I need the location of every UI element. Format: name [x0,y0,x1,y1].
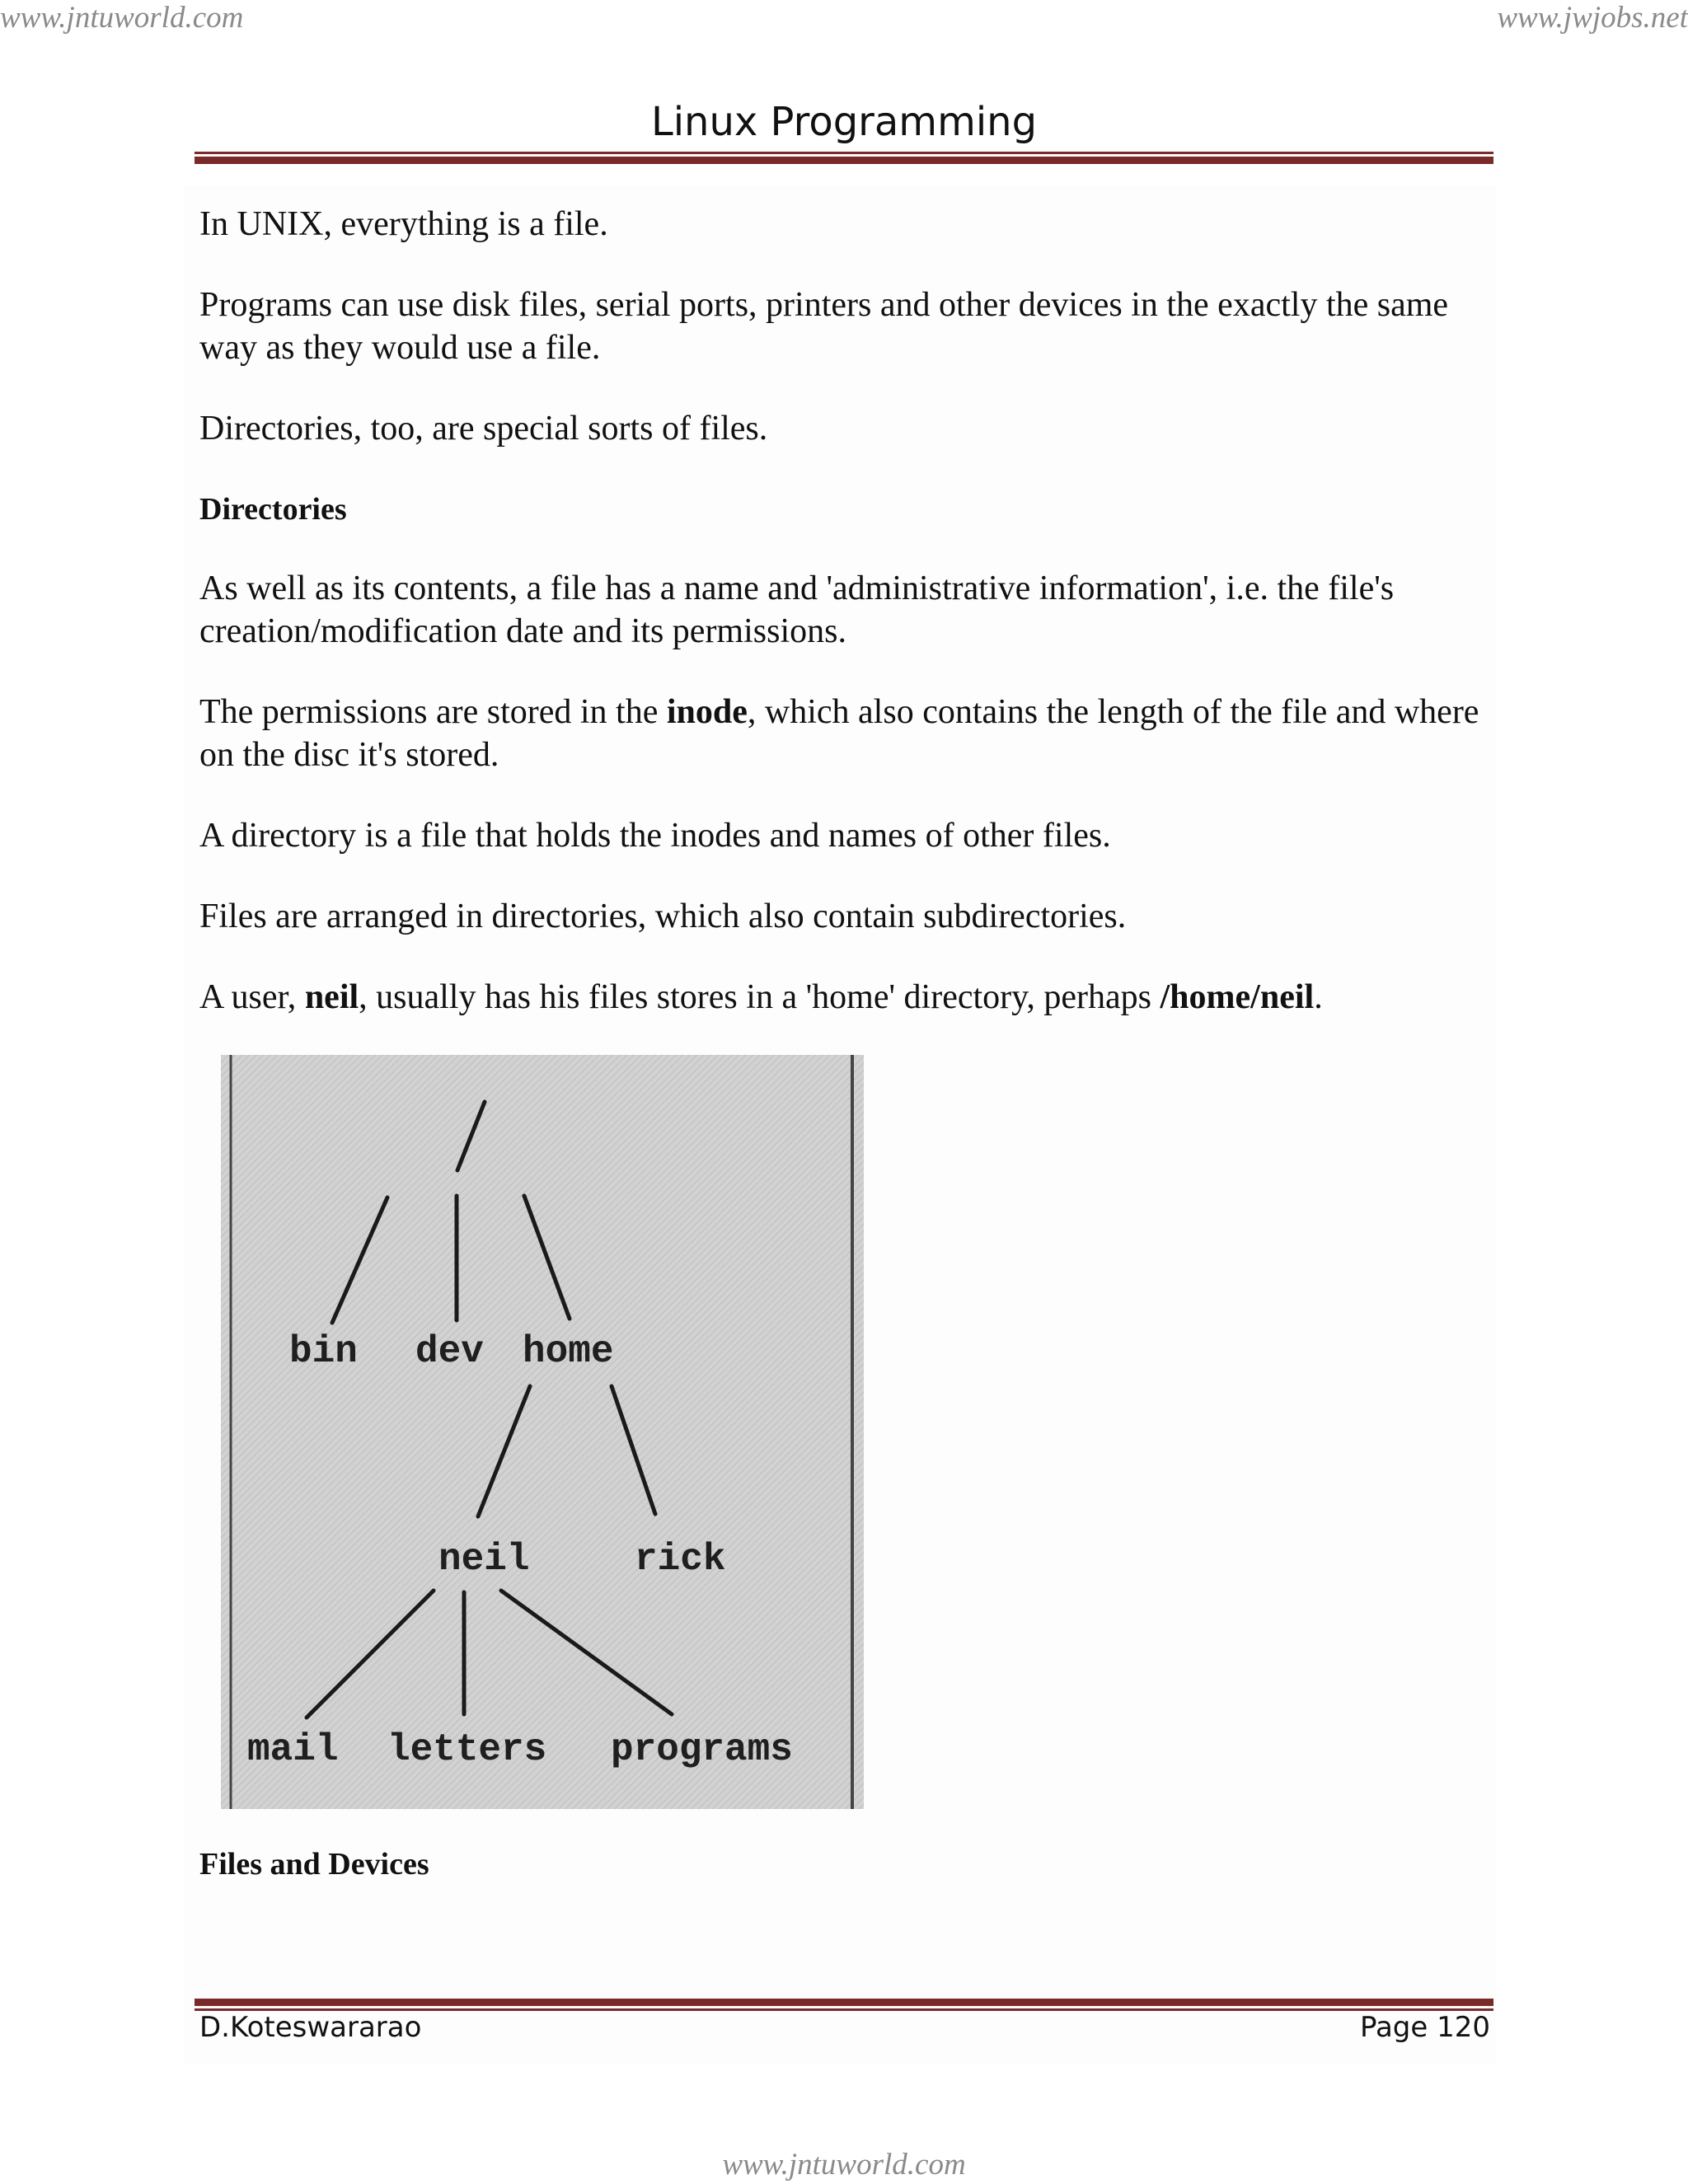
paragraph-programs-devices: Programs can use disk files, serial ports, printers and other devices in the exactly the same way as they would use a file. [199,286,1449,367]
heading-directories: Directories [199,492,347,527]
tree-node-programs: programs [611,1728,793,1771]
directory-tree-figure [221,1055,864,1809]
footer-divider [195,1999,1493,2011]
watermark-bottom: www.jntuworld.com [722,2148,966,2182]
watermark-top-left: www.jntuworld.com [0,1,244,35]
paragraph-administrative-info: As well as its contents, a file has a name and 'administrative information', i.e. the file's creation/modification date and its permissions. [199,569,1395,650]
paragraph-inode-text-b: , which also contains the length of the file and where on the disc it's stored. [199,693,1479,774]
paragraph-home-text-c: . [1314,978,1323,1016]
tree-node-home: home [523,1330,614,1373]
paragraph-home-directory [199,976,1502,1019]
tree-node-neil: neil [438,1538,530,1581]
footer-page-number: Page 120 [1359,2011,1490,2044]
footer-author: D.Koteswararao [199,2011,422,2044]
tree-node-mail: mail [247,1728,339,1771]
paragraph-inode-text-a: The permissions are stored in the [199,693,667,731]
paragraph-unix-files: In UNIX, everything is a file. [199,205,608,243]
paragraph-home-text-b: , usually has his files stores in a 'home' directory, perhaps [359,978,1160,1016]
tree-node-letters: letters [387,1728,547,1771]
heading-files-and-devices: Files and Devices [199,1847,429,1882]
tree-node-bin: bin [289,1330,358,1373]
paragraph-directories-special: Directories, too, are special sorts of files. [199,410,768,448]
home-neil-path: /home/neil [1160,978,1315,1016]
paragraph-subdirectories: Files are arranged in directories, which also contain subdirectories. [199,898,1127,935]
tree-node-dev: dev [415,1330,484,1373]
inode-term: inode [666,693,748,731]
page-header-title: Linux Programming [650,99,1038,145]
directory-tree-diagram [221,1055,864,1809]
user-neil: neil [304,978,359,1016]
figure-background [221,1055,864,1809]
paragraph-directory-definition: A directory is a file that holds the inodes and names of other files. [199,817,1111,855]
paragraph-home-text-a: A user, [199,978,305,1016]
tree-node-rick: rick [635,1538,726,1581]
watermark-top-right: www.jwjobs.net [1497,1,1688,35]
paragraph-inode [199,691,1502,776]
header-divider [195,152,1493,164]
